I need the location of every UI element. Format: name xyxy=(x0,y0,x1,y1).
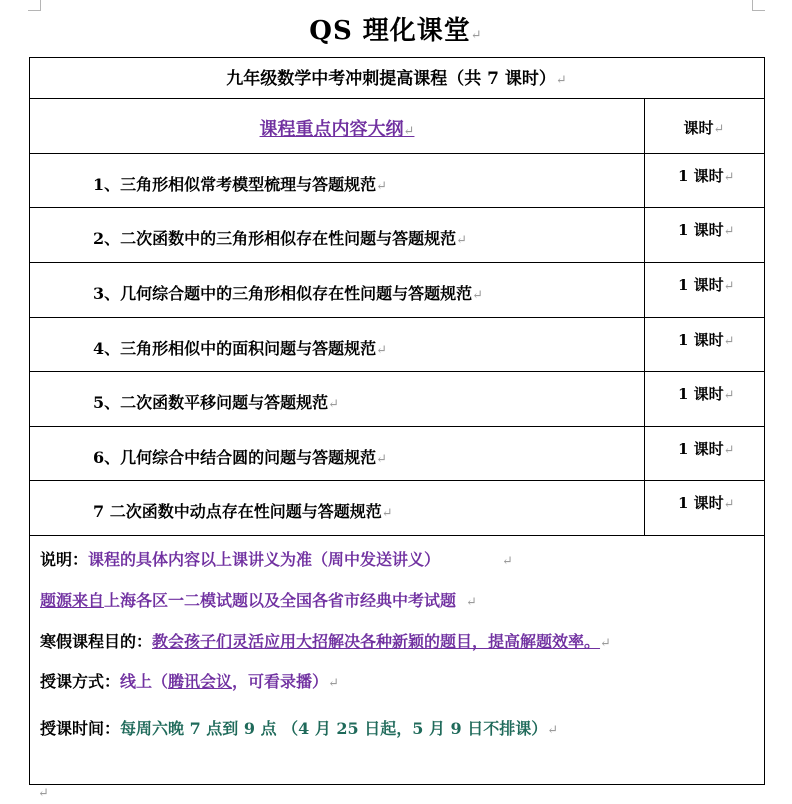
method-label: 授课方式： xyxy=(40,672,121,691)
time-text: 每周六晚 7 点到 9 点 （4 月 25 日起，5 月 9 日不排课） xyxy=(120,719,548,738)
paragraph-mark-icon: ↵ xyxy=(502,554,513,569)
table-row-hours: 1 课时↵ xyxy=(678,276,735,294)
paragraph-mark-icon: ↵ xyxy=(723,497,735,512)
paragraph-mark-icon: ↵ xyxy=(328,676,339,691)
time-note xyxy=(40,716,558,739)
goal-text: 教会孩子们灵活应用大招解决各种新颖的题目，提高解题效率。 xyxy=(152,632,601,651)
table-divider xyxy=(29,262,764,263)
table-row-topic: 1、三角形相似常考模型梳理与答题规范↵ xyxy=(93,175,388,194)
paragraph-mark-icon: ↵ xyxy=(723,279,735,294)
method-link[interactable]: 腾讯会议 xyxy=(168,672,233,691)
goal-note xyxy=(40,629,611,652)
table-row-topic: 5、二次函数平移问题与答题规范↵ xyxy=(93,393,340,412)
explain-label: 说明： xyxy=(40,550,89,569)
table-divider xyxy=(29,535,764,536)
paragraph-mark-icon: ↵ xyxy=(376,452,388,467)
paragraph-mark-icon: ↵ xyxy=(470,28,483,43)
paragraph-mark-icon: ↵ xyxy=(723,224,735,239)
paragraph-mark-icon: ↵ xyxy=(328,397,340,412)
paragraph-mark-icon: ↵ xyxy=(723,443,735,458)
paragraph-mark-icon: ↵ xyxy=(723,334,735,349)
table-divider xyxy=(29,153,764,154)
goal-label: 寒假课程目的： xyxy=(40,632,153,651)
table-divider xyxy=(29,371,764,372)
paragraph-mark-icon: ↵ xyxy=(723,170,735,185)
time-label: 授课时间： xyxy=(40,719,121,738)
source-link[interactable]: 题源来自 xyxy=(40,591,105,610)
column-divider xyxy=(644,98,645,535)
paragraph-mark-icon: ↵ xyxy=(456,233,468,248)
table-row-hours: 1 课时↵ xyxy=(678,385,735,403)
explain-note xyxy=(40,547,513,570)
table-divider xyxy=(29,480,764,481)
table-divider xyxy=(29,426,764,427)
table-row-topic: 4、三角形相似中的面积问题与答题规范↵ xyxy=(93,339,388,358)
table-row-topic: 6、几何综合中结合圆的问题与答题规范↵ xyxy=(93,448,388,467)
outline-header: 课程重点内容大纲↵ xyxy=(259,119,415,140)
paragraph-mark-icon: ↵ xyxy=(555,73,567,88)
table-row-topic: 2、二次函数中的三角形相似存在性问题与答题规范↵ xyxy=(93,229,468,248)
table-divider xyxy=(29,98,764,99)
table-row-hours: 1 课时↵ xyxy=(678,167,735,185)
paragraph-mark-icon: ↵ xyxy=(376,179,388,194)
table-row-topic: 3、几何综合题中的三角形相似存在性问题与答题规范↵ xyxy=(93,284,484,303)
paragraph-mark-icon: ↵ xyxy=(38,786,49,801)
table-row-hours: 1 课时↵ xyxy=(678,331,735,349)
paragraph-mark-icon: ↵ xyxy=(723,388,735,403)
paragraph-mark-icon: ↵ xyxy=(472,288,484,303)
paragraph-mark-icon: ↵ xyxy=(403,124,415,139)
table-divider xyxy=(29,207,764,208)
table-row-hours: 1 课时↵ xyxy=(678,221,735,239)
source-note xyxy=(40,588,477,611)
page-title: QS 理化课堂↵ xyxy=(309,16,483,46)
explain-text: 课程的具体内容以上课讲义为准（周中发送讲义） xyxy=(88,550,441,569)
paragraph-mark-icon: ↵ xyxy=(376,343,388,358)
table-row-hours: 1 课时↵ xyxy=(678,494,735,512)
paragraph-mark-icon: ↵ xyxy=(713,122,725,137)
method-note xyxy=(40,669,339,692)
hours-header: 课时↵ xyxy=(683,119,725,137)
table-row-topic: 7 二次函数中动点存在性问题与答题规范↵ xyxy=(93,502,393,521)
method-prefix: 线上（ xyxy=(120,672,169,691)
table-row-hours: 1 课时↵ xyxy=(678,440,735,458)
paragraph-mark-icon: ↵ xyxy=(600,636,611,651)
course-title: 九年级数学中考冲刺提高课程（共 7 课时）↵ xyxy=(226,69,567,89)
paragraph-mark-icon: ↵ xyxy=(381,506,393,521)
method-suffix: ，可看录播） xyxy=(232,672,329,691)
source-text: 上海各区一二模试题以及全国各省市经典中考试题 xyxy=(104,591,457,610)
paragraph-mark-icon: ↵ xyxy=(547,723,559,738)
paragraph-mark-icon: ↵ xyxy=(466,595,477,610)
table-divider xyxy=(29,317,764,318)
